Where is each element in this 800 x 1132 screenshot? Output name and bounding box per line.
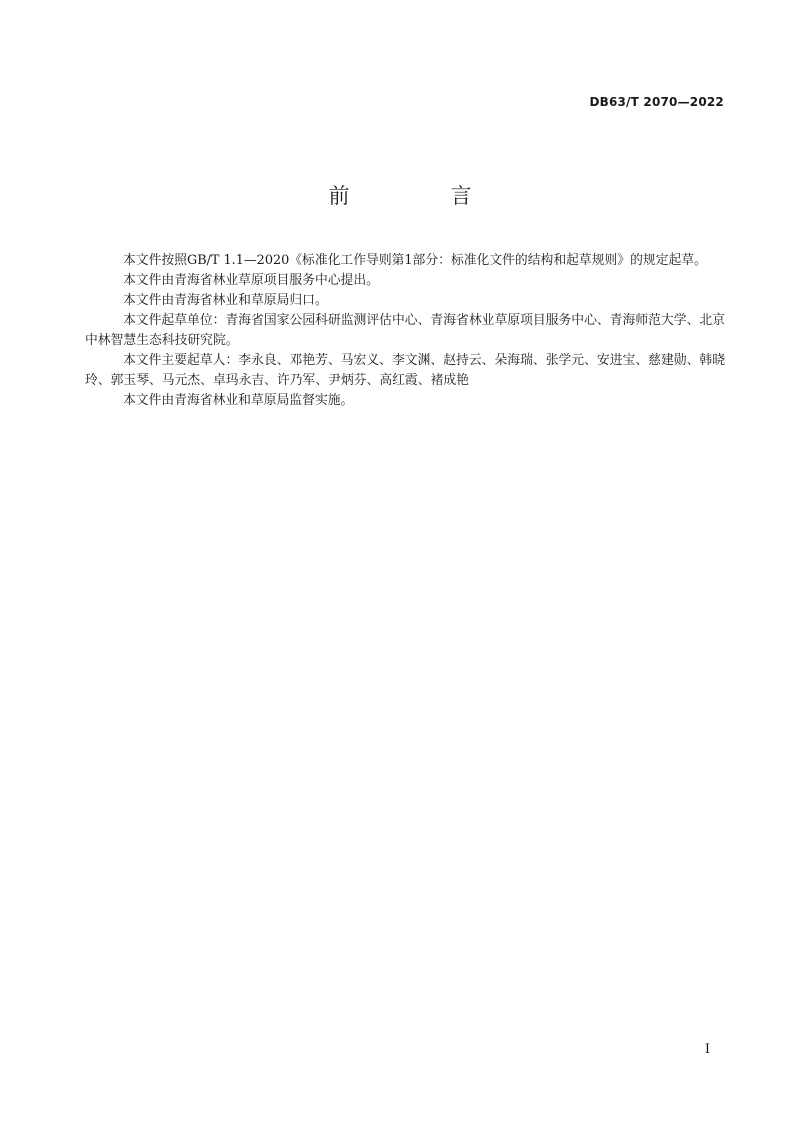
paragraph-drafters: 本文件主要起草人：李永良、邓艳芳、马宏义、李文渊、赵持云、朵海瑞、张学元、安进宝、慈建勋、韩晓玲、郭玉琴、马元杰、卓玛永吉、许乃军、尹炳芬、高红霞、褚成艳 <box>85 353 725 388</box>
document-code: DB63/T 2070—2022 <box>589 95 724 109</box>
paragraph-responsible-unit: 本文件由青海省林业和草原局归口。 <box>123 293 328 308</box>
preface-body <box>85 251 725 411</box>
page-number: I <box>704 1042 710 1057</box>
paragraph-drafting-rules: 本文件按照GB/T 1.1—2020《标准化工作导则第1部分：标准化文件的结构和起草规则》的规定起草。 <box>123 253 707 268</box>
paragraph-supervision: 本文件由青海省林业和草原局监督实施。 <box>123 393 354 408</box>
paragraph-proposer: 本文件由青海省林业草原项目服务中心提出。 <box>123 273 379 288</box>
page-title: 前 言 <box>328 184 512 208</box>
paragraph-drafting-units: 本文件起草单位：青海省国家公园科研监测评估中心、青海省林业草原项目服务中心、青海师范大学、北京中林智慧生态科技研究院。 <box>85 313 725 348</box>
